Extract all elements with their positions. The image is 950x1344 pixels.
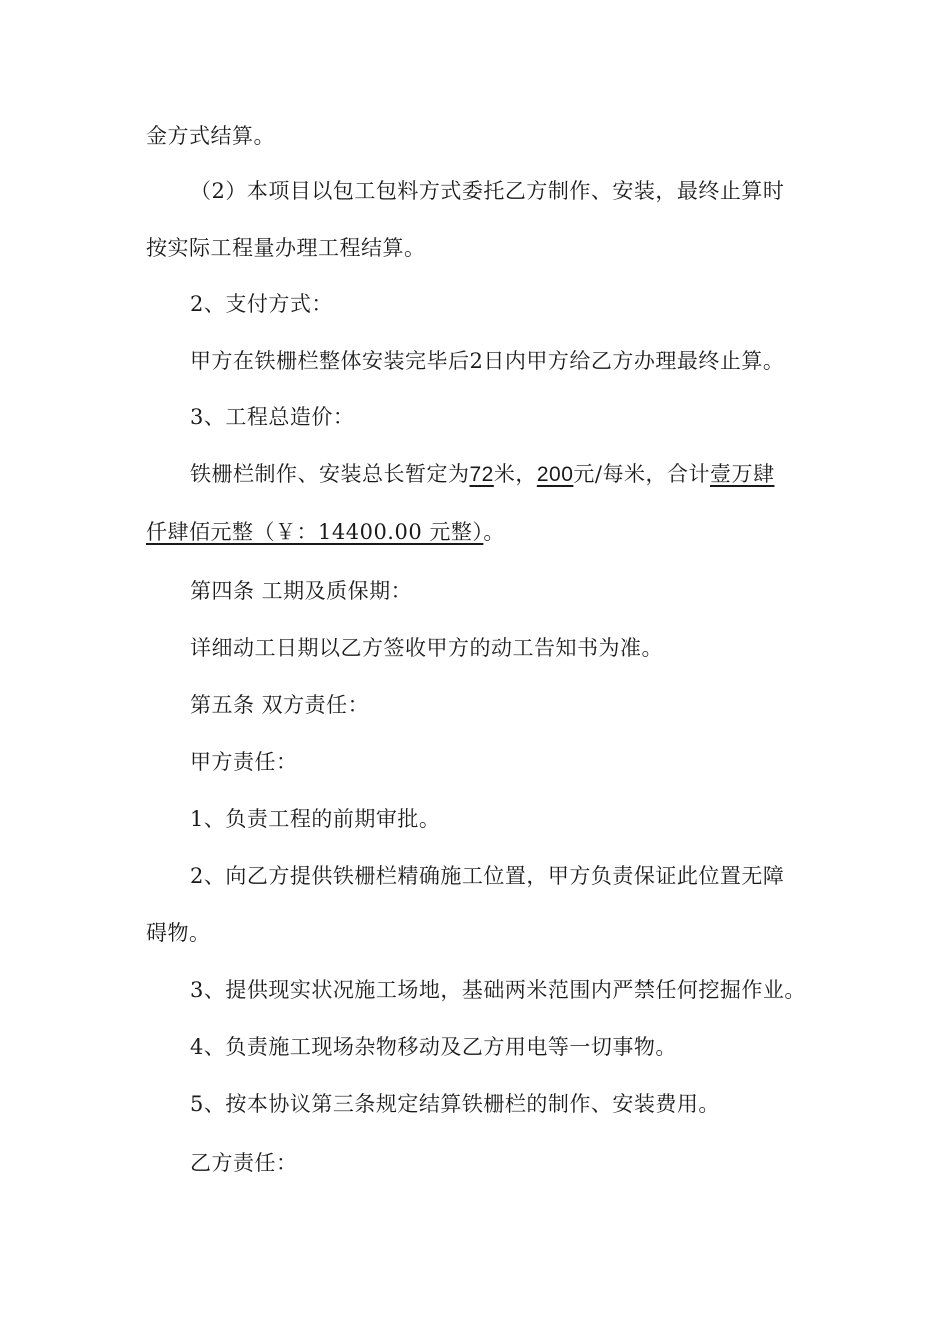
list-item: 5、按本协议第三条规定结算铁栅栏的制作、安装费用。	[190, 1092, 720, 1116]
list-item-continued: 碍物。	[146, 921, 211, 945]
section-heading: 3、工程总造价：	[190, 405, 355, 429]
list-item: 2、向乙方提供铁栅栏精确施工位置，甲方负责保证此位置无障	[190, 864, 785, 888]
subsection-heading: 乙方责任：	[190, 1151, 298, 1175]
paragraph-line: 甲方在铁栅栏整体安装完毕后2日内甲方给乙方办理最终止算。	[190, 349, 785, 373]
length-value: 72	[469, 463, 494, 486]
paragraph-line: 金方式结算。	[146, 124, 275, 148]
list-item: 1、负责工程的前期审批。	[190, 807, 441, 831]
section-heading: 2、支付方式：	[190, 292, 333, 316]
paragraph-line: （2）本项目以包工包料方式委托乙方制作、安装，最终止算时	[190, 179, 785, 203]
article-heading: 第四条 工期及质保期：	[190, 579, 413, 603]
total-amount-cn: 壹万肆	[709, 462, 775, 486]
article-heading: 第五条 双方责任：	[190, 693, 370, 717]
list-item: 4、负责施工现场杂物移动及乙方用电等一切事物。	[190, 1035, 677, 1059]
paragraph-line: 详细动工日期以乙方签收甲方的动工告知书为准。	[190, 636, 663, 660]
price-line	[190, 460, 774, 489]
price-text: 米，	[493, 462, 537, 486]
paragraph-line: 按实际工程量办理工程结算。	[146, 236, 426, 260]
price-text: 。	[483, 520, 505, 544]
subsection-heading: 甲方责任：	[190, 750, 298, 774]
total-amount-cn: 仟肆佰元整（￥：14400.00 元整）	[146, 520, 484, 544]
list-item: 3、提供现实状况施工场地，基础两米范围内严禁任何挖掘作业。	[190, 978, 806, 1002]
price-line-continued	[146, 518, 505, 546]
price-text: 元/每米，合计	[573, 462, 710, 486]
unit-price-value: 200	[536, 463, 574, 486]
price-text: 铁栅栏制作、安装总长暂定为	[190, 462, 470, 486]
